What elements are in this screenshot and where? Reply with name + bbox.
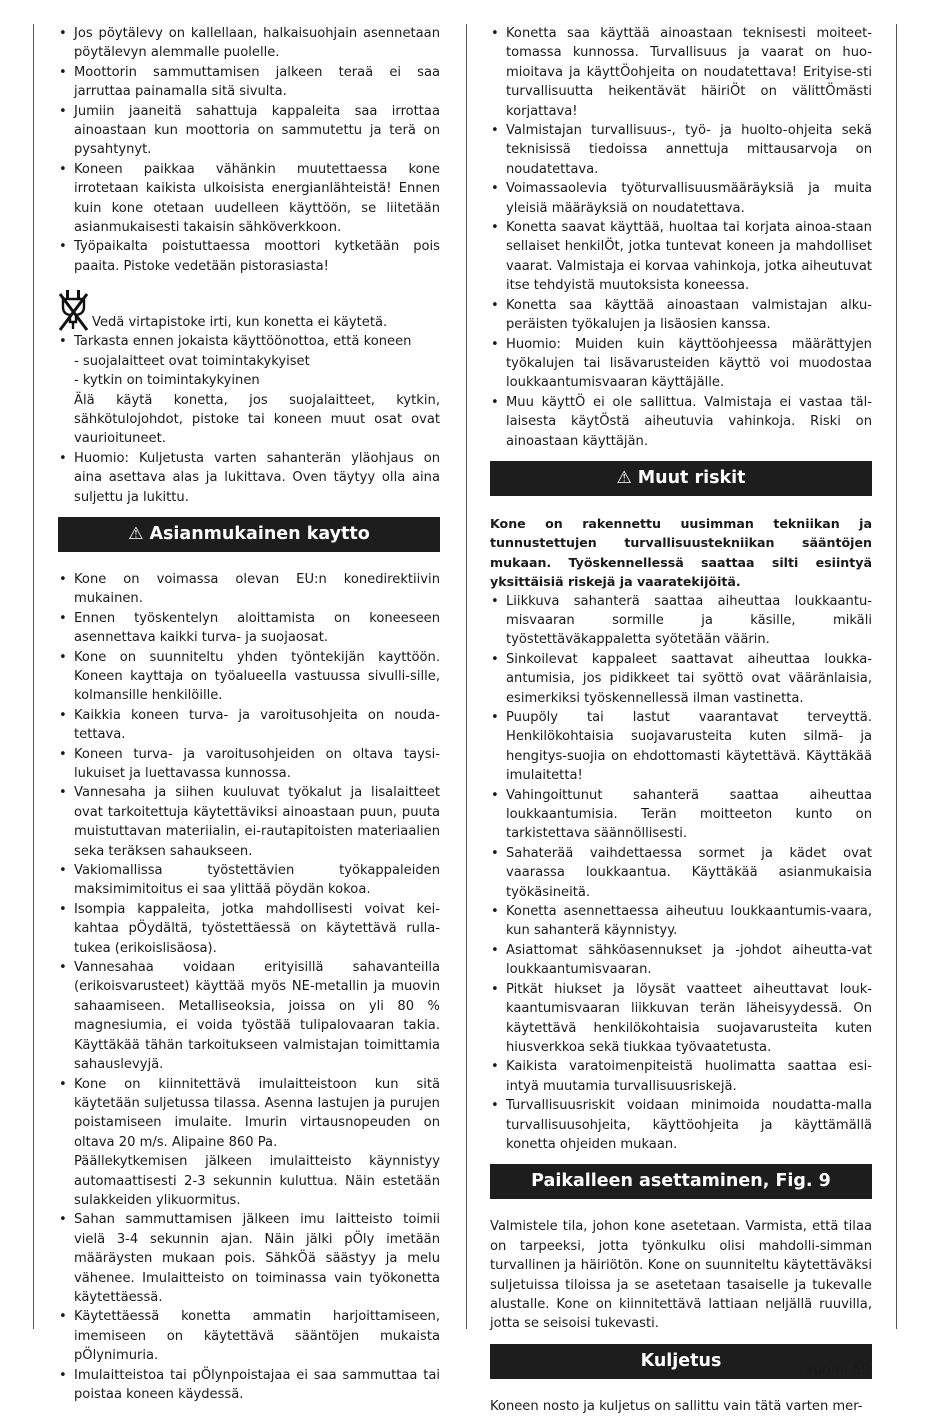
list-item: • Liikkuva sahanterä saattaa aiheuttaa loukkaantu-misvaaran sormille ja käsille, mikäli työstettäväkappaletta syötetään väärin. — [490, 592, 872, 650]
list-item: • Konetta saa käyttää ainoastaan valmistajan alku-peräisten työkalujen ja lisäosien kanssa. — [490, 296, 872, 335]
list-item: • Jumiin jaaneitä sahattuja kappaleita saa irrottaa ainoastaan kun moottoria on sammutettu ja terä on pysahtynyt. — [58, 102, 440, 160]
list-item: • Ennen työskentelyn aloittamista on koneeseen asennettava kaikki turva- ja suojaosat. — [58, 609, 440, 648]
list-item: • Turvallisuusriskit voidaan minimoida noudatta-malla turvallisuusohjeita, käyttöohjeita ja käyttämällä konetta ohjeiden mukaan. — [490, 1096, 872, 1154]
placement-paragraph: Valmistele tila, johon kone asetetaan. Varmista, että tilaa on tarpeeksi, jotta työnkulku olisi mahdolli-simman turvallinen ja häiriötön. Kone on suunniteltu käytettäväksi suljetuissa tiloissa ja se asetetaan tasaiselle ja tukevalle alustalle. Kone on kiinnitettävä lattiaan neljällä ruuvilla, jotta se seisoisi tukevasti. — [490, 1219, 872, 1332]
unplug-icon — [58, 288, 90, 332]
list-item: • Sahaterää vaihdettaessa sormet ja kädet ovat vaarassa loukkaantua. Käyttäkää asianmukaisia työkäsineitä. — [490, 844, 872, 902]
section-heading-text: Muut riskit — [637, 467, 746, 488]
list-item: • Moottorin sammuttamisen jalkeen teraä ei saa jarruttaa painamalla sitä sivulta. — [58, 63, 440, 102]
list-item: • Isompia kappaleita, jotka mahdollisesti voivat kei-kahtaa pÖydältä, työstettäessä on käytettävä rulla-tukea (erikoislisäosa). — [58, 900, 440, 958]
list-item: • Valmistajan turvallisuus-, työ- ja huolto-ohjeita sekä teknisissä tiedoissa annettuja mittausarvoja on noudatettava. — [490, 121, 872, 179]
risk-list — [490, 592, 872, 1155]
list-item: • Sahan sammuttamisen jälkeen imu laitteisto toimii vielä 3-4 sekunnin ajan. Näin jälki pÖly imetään määräysten mukaan pois. SähkÖä säästyy ja melu vähenee. Imulaitteisto on toiminassa vain työkonetta käytettäessä. — [58, 1210, 440, 1307]
suction-list — [58, 1210, 440, 1404]
transport-note-list — [58, 449, 440, 507]
list-item: • Kone on suunniteltu yhden työntekijän kayttöön. Koneen kayttaja on työalueella vastuussa sivulli-sille, kolmansille henkilöille. — [58, 648, 440, 706]
check-sub-item: - suojalaitteet ovat toimintakykyiset — [74, 353, 310, 369]
list-item: • Jos pöytälevy on kallellaan, halkaisuohjain asennetaan pöytälevyn alemmalle puolelle. — [58, 24, 440, 63]
left-column — [58, 24, 440, 1404]
list-item: • Kone on voimassa olevan EU:n konedirektiivin mukainen. — [58, 570, 440, 609]
check-note: Älä käytä konetta, jos suojalaitteet, kytkin, sähkötulojohdot, pistoke tai koneen muut osat ovat vaurioituneet. — [74, 392, 440, 447]
middle-column-rule — [466, 24, 467, 1329]
risk-intro: Kone on rakennettu uusimman tekniikan ja tunnustettujen turvallisuustekniikan sääntöjen mukaan. Työskennellessä saattaa silti esiintyä yksittäisiä riskejä ja vaaratekijöitä. — [490, 515, 872, 590]
check-sub-item: - kytkin on toimintakykyinen — [74, 373, 260, 389]
list-item: • Tarkasta ennen jokaista käyttöönottoa, että koneen — [58, 332, 440, 351]
safety-list-top — [58, 24, 440, 276]
right-column — [490, 24, 872, 1416]
list-item: • Konetta asennettaessa aiheutuu loukkaantumis-vaara, kun sahanterä käynnistyy. — [490, 902, 872, 941]
section-heading-intended-use — [58, 517, 440, 552]
check-list — [58, 332, 440, 351]
list-item: • Huomio: Kuljetusta varten sahanterän yläohjaus on aina asettava alas ja lukittava. Oven täytyy olla aina suljettu ja lukittu. — [58, 449, 440, 507]
list-item: • Konetta saavat käyttää, huoltaa tai korjata ainoa-staan sellaiset henkilÖt, jotka tuntevat koneen ja mahdolliset vaarat. Valmistaja ei korvaa vahinkoja, jotka aiheutuvat itse tehdyistä muutoksista koneessa. — [490, 218, 872, 296]
list-item: • Työpaikalta poistuttaessa moottori kytketään pois paaita. Pistoke vedetään pistorasiasta! — [58, 237, 440, 276]
list-item: • Voimassaolevia työturvallisuusmääräyksiä ja muita yleisiä määräyksiä on noudatettava. — [490, 179, 872, 218]
page-number: suomi 59 — [806, 1362, 871, 1378]
section-heading-placement — [490, 1164, 872, 1199]
list-item: • Vannesahaa voidaan erityisillä sahavanteilla (erikoisvarusteet) käyttää myös NE-metallin ja muovin sahaamiseen. Metalliseoksia, joissa on yli 80 % magnesiumia, ei voida työstää tulipalovaaran takia. Käyttäkää tähän tarkoitukseen valmistajan toimittamia sahauslevyjä. — [58, 958, 440, 1074]
section-heading-other-risks — [490, 461, 872, 496]
operation-rules-list — [490, 24, 872, 451]
list-item: • Puupöly tai lastut vaarantavat terveyttä. Henkilökohtaisia suojavarusteita kuten silmä- ja hengitys-suojia on ehdottomasti käytettävä. Käyttäkää imulaitetta! — [490, 708, 872, 786]
right-margin-rule — [896, 24, 897, 1329]
list-item: • Kaikkia koneen turva- ja varoitusohjeita on nouda-tettava. — [58, 706, 440, 745]
list-item: • Koneen paikkaa vähänkin muutettaessa kone irrotetaan kaikista ulkoisista energianlähteistä! Ennen kuin kone otetaan uudelleen käyttöön, se liitetään asianmukaisesti takaisin sähköverkkoon. — [58, 160, 440, 238]
list-item: • Vakiomallissa työstettävien työkappaleiden maksimimitoitus ei saa ylittää pöydän kokoa. — [58, 861, 440, 900]
list-item: • Käytettäessä konetta ammatin harjoittamiseen, imemiseen on käytettävä sääntöjen mukaista pÖlynimuria. — [58, 1307, 440, 1365]
list-item: • Pitkät hiukset ja löysät vaatteet aiheuttavat louk-kaantumisvaaran liikkuvan terän läheisyydessä. On käytettävä henkilökohtaisia suojavarusteita kuten hiusverkkoa sekä tiukkaa työvaatetusta. — [490, 980, 872, 1058]
warning-triangle-icon: ⚠ — [128, 523, 144, 544]
section-heading-text: Kuljetus — [640, 1350, 722, 1371]
unplug-note — [58, 288, 440, 332]
list-item: • Muu käyttÖ ei ole sallittua. Valmistaja ei vastaa täl- laisesta käytÖstä aiheutuvia vahinkoja. Riski on ainoastaan käyttäjän. — [490, 393, 872, 451]
list-item: • Sinkoilevat kappaleet saattavat aiheuttaa loukka-antumisia, jos pidikkeet tai syöttö ovat vääränlaisia, esimerkiksi työskennellessä ilman vastinetta. — [490, 650, 872, 708]
list-item: • Imulaitteistoa tai pÖlynpoistajaa ei saa sammuttaa tai poistaa koneen käydessä. — [58, 1366, 440, 1405]
suction-note: Päällekytkemisen jälkeen imulaitteisto käynnistyy automaattisesti 2-3 sekunnin kuluttua. Näin estetään sulakkeiden ylikuormitus. — [74, 1154, 440, 1208]
list-item: • Koneen turva- ja varoitusohjeiden on oltava taysi-lukuiset ja luettavassa kunnossa. — [58, 745, 440, 784]
section-heading-text: Paikalleen asettaminen, Fig. 9 — [531, 1171, 831, 1192]
list-item: • Vannesaha ja siihen kuuluvat työkalut ja lisalaitteet ovat tarkoitettuja käytettäviksi ainoastaan puun, puuta muistuttavan materiialin, ei-rautapitoisten materiaalien seka teräksen sahaukseen. — [58, 783, 440, 861]
list-item: • Kone on kiinnitettävä imulaitteistoon kun sitä käytetään suljetussa tilassa. Asenna lastujen ja purujen poistamiseen imulaite. Imurin virtausnopeuden on oltava 20 m/s. Alipaine 860 Pa. — [58, 1075, 440, 1153]
list-item: • Kaikista varatoimenpiteistä huolimatta saattaa esi-intyä muutamia turvallisuusriskejä. — [490, 1057, 872, 1096]
warning-triangle-icon: ⚠ — [616, 467, 632, 488]
unplug-note-text: Vedä virtapistoke irti, kun konetta ei käytetä. — [92, 314, 388, 330]
list-item: • Asiattomat sähköasennukset ja -johdot aiheutta-vat loukkaantumisvaaran. — [490, 941, 872, 980]
transport-paragraph: Koneen nosto ja kuljetus on sallittu vain tätä varten mer- — [490, 1398, 863, 1414]
list-item: • Vahingoittunut sahanterä saattaa aiheuttaa loukkaantumisia. Terän moitteeton kunto on tarkistettava säännöllisesti. — [490, 786, 872, 844]
intended-use-list — [58, 570, 440, 1152]
list-item: • Konetta saa käyttää ainoastaan teknisesti moiteet-tomassa kunnossa. Turvallisuus ja vaarat on huo-mioitava ja käyttÖohjeita on noudatettava! Erityise-sti turvallisuutta heikentävät häiriÖt on välittÖmästi korjattava! — [490, 24, 872, 121]
left-margin-rule — [33, 24, 34, 1329]
section-heading-text: Asianmukainen kaytto — [149, 523, 370, 544]
list-item: • Huomio: Muiden kuin käyttöohjeessa määrättyjen työkalujen tai lisävarusteiden käyttö voi muodostaa loukkaantumisvaaran käyttäjälle. — [490, 335, 872, 393]
